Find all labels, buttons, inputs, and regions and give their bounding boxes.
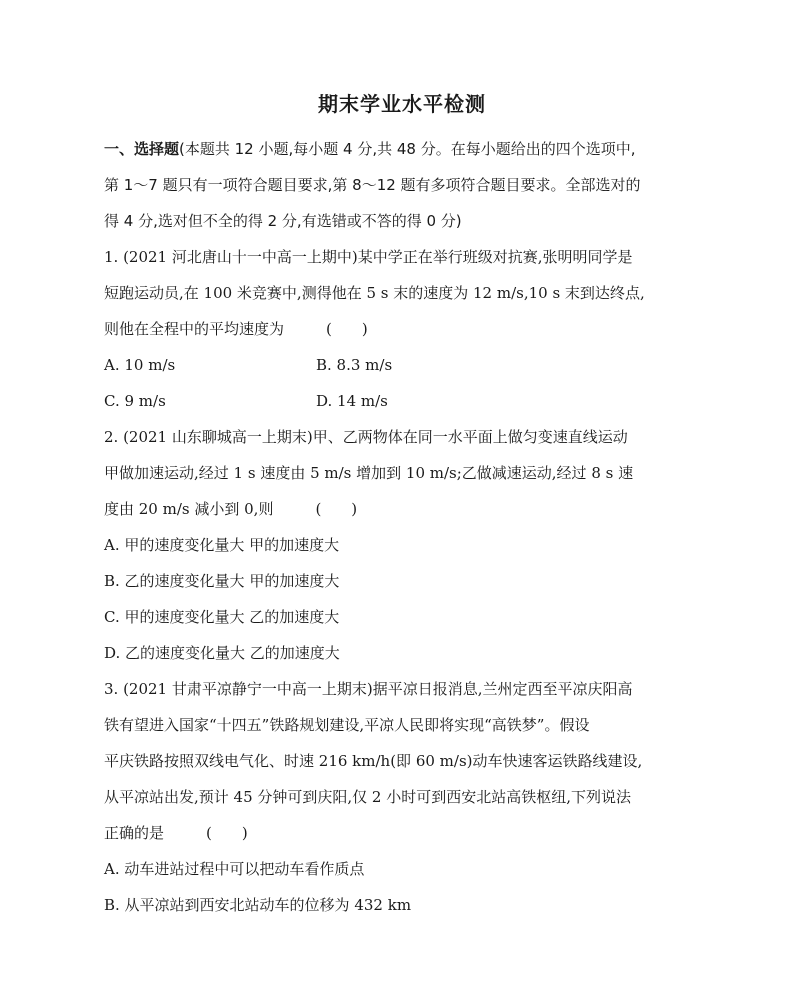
- option-a: A. 甲的速度变化量大 甲的加速度大: [104, 536, 340, 554]
- question-1-line-2: 短跑运动员,在 100 米竞赛中,测得他在 5 s 末的速度为 12 m/s,10 s 末到达终点,: [104, 284, 645, 302]
- section-desc-2: 第 1～7 题只有一项符合题目要求,第 8～12 题有多项符合题目要求。全部选对的: [104, 176, 641, 194]
- option-b: B. 乙的速度变化量大 甲的加速度大: [104, 572, 340, 590]
- question-2-line-2: 甲做加速运动,经过 1 s 速度由 5 m/s 增加到 10 m/s;乙做减速运动,经过 8 s 速: [104, 464, 634, 482]
- question-2-line-3: [104, 491, 714, 527]
- question-2: [104, 419, 714, 671]
- question-1-line-3-text: 则他在全程中的平均速度为: [104, 320, 285, 338]
- section-heading: 一、选择题: [104, 140, 180, 158]
- question-3-line-4: 从平凉站出发,预计 45 分钟可到庆阳,仅 2 小时可到西安北站高铁枢纽,下列说法: [104, 788, 632, 806]
- question-3: [104, 671, 714, 923]
- question-3-line-5-text: 正确的是: [104, 824, 165, 842]
- option-d: D. 乙的速度变化量大 乙的加速度大: [104, 644, 340, 662]
- question-1: [104, 239, 714, 419]
- section-desc-1: (本题共 12 小题,每小题 4 分,共 48 分。在每小题给出的四个选项中,: [179, 140, 636, 158]
- option-a: A. 动车进站过程中可以把动车看作质点: [104, 860, 365, 878]
- section-instructions: [104, 131, 714, 239]
- option-b: B. 从平凉站到西安北站动车的位移为 432 km: [104, 896, 412, 914]
- answer-blank: ( ): [326, 320, 368, 338]
- answer-blank: ( ): [206, 824, 248, 842]
- question-3-line-1: 3. (2021 甘肃平凉静宁一中高一上期末)据平凉日报消息,兰州定西至平凉庆阳高: [104, 680, 633, 698]
- page-title: 期末学业水平检测: [318, 92, 486, 116]
- question-1-options-row-1: [104, 347, 714, 383]
- option-b: B. 8.3 m/s: [316, 356, 393, 374]
- answer-blank: ( ): [315, 500, 358, 518]
- option-a: A. 10 m/s: [104, 356, 176, 374]
- question-3-line-3: 平庆铁路按照双线电气化、时速 216 km/h(即 60 m/s)动车快速客运铁路线建设,: [104, 752, 643, 770]
- question-1-line-3: [104, 311, 714, 347]
- question-3-line-2: 铁有望进入国家“十四五”铁路规划建设,平凉人民即将实现“高铁梦”。假设: [104, 716, 590, 734]
- question-2-line-1: 2. (2021 山东聊城高一上期末)甲、乙两物体在同一水平面上做匀变速直线运动: [104, 428, 628, 446]
- question-2-line-3-text: 度由 20 m/s 减小到 0,则: [104, 500, 274, 518]
- option-d: D. 14 m/s: [316, 392, 388, 410]
- question-1-line-1: 1. (2021 河北唐山十一中高一上期中)某中学正在举行班级对抗赛,张明明同学是: [104, 248, 633, 266]
- section-desc-3: 得 4 分,选对但不全的得 2 分,有选错或不答的得 0 分): [104, 212, 462, 230]
- section-line-1: [104, 131, 714, 167]
- option-c: C. 9 m/s: [104, 392, 166, 410]
- question-1-options-row-2: [104, 383, 714, 419]
- option-c: C. 甲的速度变化量大 乙的加速度大: [104, 608, 340, 626]
- question-3-line-5: [104, 815, 714, 851]
